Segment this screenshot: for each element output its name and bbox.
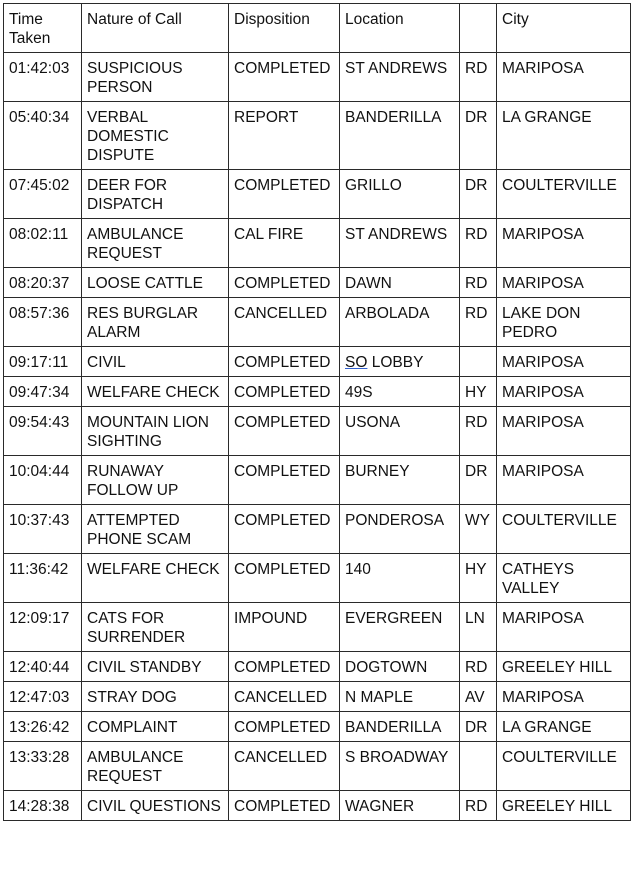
table-row xyxy=(4,652,631,682)
table-header xyxy=(4,4,631,53)
cell-disposition: COMPLETED xyxy=(229,407,340,456)
header-nature-of-call: Nature of Call xyxy=(82,4,229,53)
table-row xyxy=(4,505,631,554)
cell-disposition: COMPLETED xyxy=(229,53,340,102)
table-row xyxy=(4,603,631,652)
cell-city: MARIPOSA xyxy=(497,603,631,652)
cell-time-taken: 12:47:03 xyxy=(4,682,82,712)
cell-location: 49S xyxy=(340,377,460,407)
cell-time-taken: 01:42:03 xyxy=(4,53,82,102)
cell-location: BURNEY xyxy=(340,456,460,505)
header-location: Location xyxy=(340,4,460,53)
cell-time-taken: 14:28:38 xyxy=(4,791,82,821)
cell-location: USONA xyxy=(340,407,460,456)
cell-time-taken: 13:33:28 xyxy=(4,742,82,791)
cell-location: BANDERILLA xyxy=(340,102,460,170)
cell-city: LA GRANGE xyxy=(497,712,631,742)
cell-disposition: COMPLETED xyxy=(229,505,340,554)
cell-nature-of-call: COMPLAINT xyxy=(82,712,229,742)
cell-nature-of-call: CATS FOR SURRENDER xyxy=(82,603,229,652)
cell-time-taken: 08:57:36 xyxy=(4,298,82,347)
cell-street-suffix: RD xyxy=(460,298,497,347)
cell-time-taken: 05:40:34 xyxy=(4,102,82,170)
cell-disposition: IMPOUND xyxy=(229,603,340,652)
cell-city: MARIPOSA xyxy=(497,456,631,505)
cell-time-taken: 10:04:44 xyxy=(4,456,82,505)
table-row xyxy=(4,407,631,456)
header-row xyxy=(4,4,631,53)
table-row xyxy=(4,377,631,407)
table-row xyxy=(4,347,631,377)
cell-time-taken: 08:20:37 xyxy=(4,268,82,298)
cell-nature-of-call: MOUNTAIN LION SIGHTING xyxy=(82,407,229,456)
cell-nature-of-call: AMBULANCE REQUEST xyxy=(82,219,229,268)
call-log-table xyxy=(3,3,631,821)
cell-street-suffix: DR xyxy=(460,712,497,742)
cell-street-suffix: HY xyxy=(460,554,497,603)
cell-location: DOGTOWN xyxy=(340,652,460,682)
cell-disposition: COMPLETED xyxy=(229,456,340,505)
cell-location: S BROADWAY xyxy=(340,742,460,791)
cell-time-taken: 09:17:11 xyxy=(4,347,82,377)
cell-disposition: COMPLETED xyxy=(229,347,340,377)
cell-nature-of-call: VERBAL DOMESTIC DISPUTE xyxy=(82,102,229,170)
cell-street-suffix: RD xyxy=(460,268,497,298)
cell-street-suffix: RD xyxy=(460,219,497,268)
cell-city: COULTERVILLE xyxy=(497,170,631,219)
table-row xyxy=(4,554,631,603)
cell-disposition: COMPLETED xyxy=(229,712,340,742)
cell-disposition: COMPLETED xyxy=(229,652,340,682)
cell-time-taken: 09:47:34 xyxy=(4,377,82,407)
table-row xyxy=(4,298,631,347)
cell-nature-of-call: WELFARE CHECK xyxy=(82,377,229,407)
cell-disposition: REPORT xyxy=(229,102,340,170)
cell-location: WAGNER xyxy=(340,791,460,821)
table-row xyxy=(4,268,631,298)
cell-nature-of-call: DEER FOR DISPATCH xyxy=(82,170,229,219)
cell-location: ST ANDREWS xyxy=(340,219,460,268)
cell-nature-of-call: WELFARE CHECK xyxy=(82,554,229,603)
cell-city: MARIPOSA xyxy=(497,219,631,268)
cell-city: GREELEY HILL xyxy=(497,652,631,682)
cell-nature-of-call: CIVIL QUESTIONS xyxy=(82,791,229,821)
cell-street-suffix: HY xyxy=(460,377,497,407)
table-row xyxy=(4,456,631,505)
cell-disposition: COMPLETED xyxy=(229,791,340,821)
cell-disposition: COMPLETED xyxy=(229,268,340,298)
cell-street-suffix: RD xyxy=(460,53,497,102)
cell-nature-of-call: RUNAWAY FOLLOW UP xyxy=(82,456,229,505)
cell-city: MARIPOSA xyxy=(497,377,631,407)
cell-location: ST ANDREWS xyxy=(340,53,460,102)
table-row xyxy=(4,219,631,268)
cell-disposition: CANCELLED xyxy=(229,298,340,347)
cell-location: EVERGREEN xyxy=(340,603,460,652)
cell-location: N MAPLE xyxy=(340,682,460,712)
cell-time-taken: 12:09:17 xyxy=(4,603,82,652)
cell-time-taken: 10:37:43 xyxy=(4,505,82,554)
table-row xyxy=(4,53,631,102)
cell-city: GREELEY HILL xyxy=(497,791,631,821)
cell-nature-of-call: LOOSE CATTLE xyxy=(82,268,229,298)
location-name: LOBBY xyxy=(367,354,424,371)
cell-location: 140 xyxy=(340,554,460,603)
cell-street-suffix: RD xyxy=(460,791,497,821)
cell-street-suffix: RD xyxy=(460,407,497,456)
cell-time-taken: 07:45:02 xyxy=(4,170,82,219)
cell-city: CATHEYS VALLEY xyxy=(497,554,631,603)
cell-disposition: CANCELLED xyxy=(229,742,340,791)
cell-city: MARIPOSA xyxy=(497,53,631,102)
cell-nature-of-call: STRAY DOG xyxy=(82,682,229,712)
header-time-taken: Time Taken xyxy=(4,4,82,53)
cell-disposition: COMPLETED xyxy=(229,377,340,407)
cell-nature-of-call: CIVIL STANDBY xyxy=(82,652,229,682)
cell-city: MARIPOSA xyxy=(497,682,631,712)
table-row xyxy=(4,682,631,712)
cell-city: MARIPOSA xyxy=(497,268,631,298)
table-row xyxy=(4,742,631,791)
cell-city: MARIPOSA xyxy=(497,407,631,456)
cell-time-taken: 11:36:42 xyxy=(4,554,82,603)
cell-nature-of-call: AMBULANCE REQUEST xyxy=(82,742,229,791)
cell-location: GRILLO xyxy=(340,170,460,219)
cell-disposition: CAL FIRE xyxy=(229,219,340,268)
table-body xyxy=(4,53,631,821)
cell-time-taken: 08:02:11 xyxy=(4,219,82,268)
cell-city: LAKE DON PEDRO xyxy=(497,298,631,347)
cell-location: PONDEROSA xyxy=(340,505,460,554)
table-row xyxy=(4,791,631,821)
cell-street-suffix: WY xyxy=(460,505,497,554)
cell-city: LA GRANGE xyxy=(497,102,631,170)
cell-time-taken: 12:40:44 xyxy=(4,652,82,682)
cell-street-suffix xyxy=(460,347,497,377)
cell-nature-of-call: SUSPICIOUS PERSON xyxy=(82,53,229,102)
cell-street-suffix: DR xyxy=(460,456,497,505)
cell-location: ARBOLADA xyxy=(340,298,460,347)
cell-disposition: COMPLETED xyxy=(229,554,340,603)
cell-street-suffix: DR xyxy=(460,170,497,219)
cell-street-suffix: LN xyxy=(460,603,497,652)
header-disposition: Disposition xyxy=(229,4,340,53)
cell-disposition: CANCELLED xyxy=(229,682,340,712)
cell-time-taken: 09:54:43 xyxy=(4,407,82,456)
table-row xyxy=(4,170,631,219)
cell-nature-of-call: CIVIL xyxy=(82,347,229,377)
cell-city: MARIPOSA xyxy=(497,347,631,377)
cell-location: DAWN xyxy=(340,268,460,298)
cell-disposition: COMPLETED xyxy=(229,170,340,219)
cell-street-suffix: DR xyxy=(460,102,497,170)
cell-location xyxy=(340,347,460,377)
header-city: City xyxy=(497,4,631,53)
location-prefix: SO xyxy=(345,354,368,371)
cell-city: COULTERVILLE xyxy=(497,505,631,554)
cell-nature-of-call: ATTEMPTED PHONE SCAM xyxy=(82,505,229,554)
cell-street-suffix: RD xyxy=(460,652,497,682)
table-row xyxy=(4,102,631,170)
cell-nature-of-call: RES BURGLAR ALARM xyxy=(82,298,229,347)
cell-time-taken: 13:26:42 xyxy=(4,712,82,742)
table-row xyxy=(4,712,631,742)
cell-location: BANDERILLA xyxy=(340,712,460,742)
header-street-suffix xyxy=(460,4,497,53)
cell-street-suffix: AV xyxy=(460,682,497,712)
cell-city: COULTERVILLE xyxy=(497,742,631,791)
cell-street-suffix xyxy=(460,742,497,791)
